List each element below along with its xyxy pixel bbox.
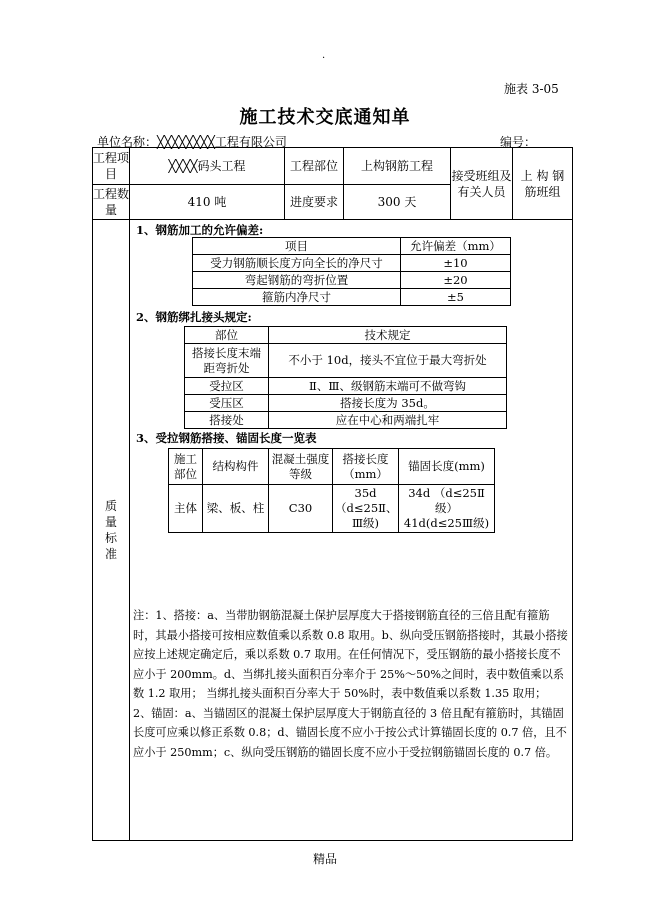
- unit-label: 单位名称：: [97, 135, 158, 149]
- joints-row-4-rule: 应在中心和两端扎牢: [269, 412, 507, 429]
- joints-row-4-part: 搭接处: [185, 412, 269, 429]
- form-number: 施表 3-05: [504, 82, 559, 96]
- section-3-title: 3、受拉钢筋搭接、锚固长度一览表: [136, 431, 317, 445]
- anchorage-anchor-grade-3: 41d(d≤25Ⅲ级): [403, 516, 490, 530]
- anchorage-header-member: 结构构件: [203, 449, 269, 485]
- anchorage-header-part: 施工部位: [169, 449, 203, 485]
- receiver-value: 上 构 钢 筋班组: [513, 148, 573, 220]
- part-value: 上构钢筋工程: [344, 148, 451, 185]
- quality-label-char: 量: [104, 515, 117, 529]
- anchorage-header-grade: 混凝土强度等级: [269, 449, 333, 485]
- footer-text: 精品: [312, 852, 337, 866]
- note-2: 2、锚固：a、当锚固区的混凝土保护层厚度大于钢筋直径的 3 倍且配有箍筋时，其锚固长度可应乘以修正系数 0.8；d、锚固长度不应小于按公式计算锚固长度的 0.7 倍，且不应小于 250mm；c、纵向受压钢筋的锚固长度不应小于受拉钢筋锚固长度的 0.7 倍。: [133, 706, 567, 759]
- quality-label-char: 质: [104, 499, 117, 513]
- joints-table: [184, 326, 507, 429]
- quality-label-char: 标: [104, 531, 117, 545]
- quantity-label: 工程数量: [93, 185, 130, 220]
- joints-row-1-part: 搭接长度末端距弯折处: [185, 344, 269, 378]
- tolerance-header-value: 允许偏差（mm）: [401, 238, 511, 255]
- joints-header-rule: 技术规定: [269, 327, 507, 344]
- anchorage-anchor-grade-2: 34d （d≤25Ⅱ级）: [408, 486, 485, 515]
- anchorage-row-lap: 35d（d≤25Ⅱ、Ⅲ级): [333, 485, 399, 533]
- anchorage-row-anchor: [399, 485, 495, 533]
- top-dot: .: [322, 50, 326, 61]
- tolerance-row-1-value: ±10: [401, 255, 511, 272]
- anchorage-table: [168, 448, 495, 533]
- tolerance-row-2-item: 弯起钢筋的弯折位置: [193, 272, 401, 289]
- section-2-title: 2、钢筋绑扎接头规定:: [136, 310, 252, 324]
- schedule-label: 进度要求: [285, 185, 344, 220]
- schedule-value: 300 天: [344, 185, 451, 220]
- unit-value: ╳╳╳╳╳╳╳╳工程有限公司: [157, 135, 287, 149]
- quality-label: [93, 220, 130, 841]
- section-1-title: 1、钢筋加工的允许偏差:: [136, 223, 264, 237]
- quality-label-char: 准: [104, 547, 117, 561]
- tolerance-table: [192, 237, 511, 306]
- receiver-label: 接受班组及有关人员: [451, 148, 513, 220]
- part-label: 工程部位: [285, 148, 344, 185]
- serial-label: 编号：: [500, 135, 537, 149]
- anchorage-header-anchor: 锚固长度(mm): [399, 449, 495, 485]
- tolerance-row-3-value: ±5: [401, 289, 511, 306]
- anchorage-row-member: 梁、板、柱: [203, 485, 269, 533]
- anchorage-header-lap: 搭接长度（mm）: [333, 449, 399, 485]
- joints-row-1-rule: 不小于 10d，接头不宜位于最大弯折处: [269, 344, 507, 378]
- joints-row-3-rule: 搭接长度为 35d。: [269, 395, 507, 412]
- note-1: 注：1、搭接：a、当带肋钢筋混凝土保护层厚度大于搭接钢筋直径的三倍且配有箍筋时，其最小搭接可按相应数值乘以系数 0.8 取用。b、纵向受压钢筋搭接时，其最小搭接应按上述规定确定后，乘以系数 0.7 取用。在任何情况下，受压钢筋的最小搭接长度不应小于 200mm。d、当绑扎接头面积百分率介于 25%～50%之间时，表中数值乘以系数 1.2 取用； 当绑扎接头面积百分率大于 50%时，表中数值乘以系数 1.35 取用；: [133, 609, 568, 700]
- anchorage-row-grade: C30: [269, 485, 333, 533]
- page-title: 施工技术交底通知单: [239, 107, 411, 128]
- joints-row-2-rule: Ⅱ、Ⅲ、级钢筋末端可不做弯钩: [269, 378, 507, 395]
- project-label: 工程项目: [93, 148, 130, 185]
- quantity-value: 410 吨: [130, 185, 285, 220]
- tolerance-row-1-item: 受力钢筋顺长度方向全长的净尺寸: [193, 255, 401, 272]
- project-value: ╳╳╳╳码头工程: [130, 148, 285, 185]
- tolerance-row-2-value: ±20: [401, 272, 511, 289]
- quality-content: [130, 220, 573, 841]
- anchorage-row-part: 主体: [169, 485, 203, 533]
- joints-row-2-part: 受拉区: [185, 378, 269, 395]
- joints-row-3-part: 受压区: [185, 395, 269, 412]
- joints-header-part: 部位: [185, 327, 269, 344]
- notice-table: [92, 147, 573, 841]
- tolerance-header-item: 项目: [193, 238, 401, 255]
- notes: [133, 606, 569, 762]
- quality-label-text: [93, 498, 129, 562]
- tolerance-row-3-item: 箍筋内净尺寸: [193, 289, 401, 306]
